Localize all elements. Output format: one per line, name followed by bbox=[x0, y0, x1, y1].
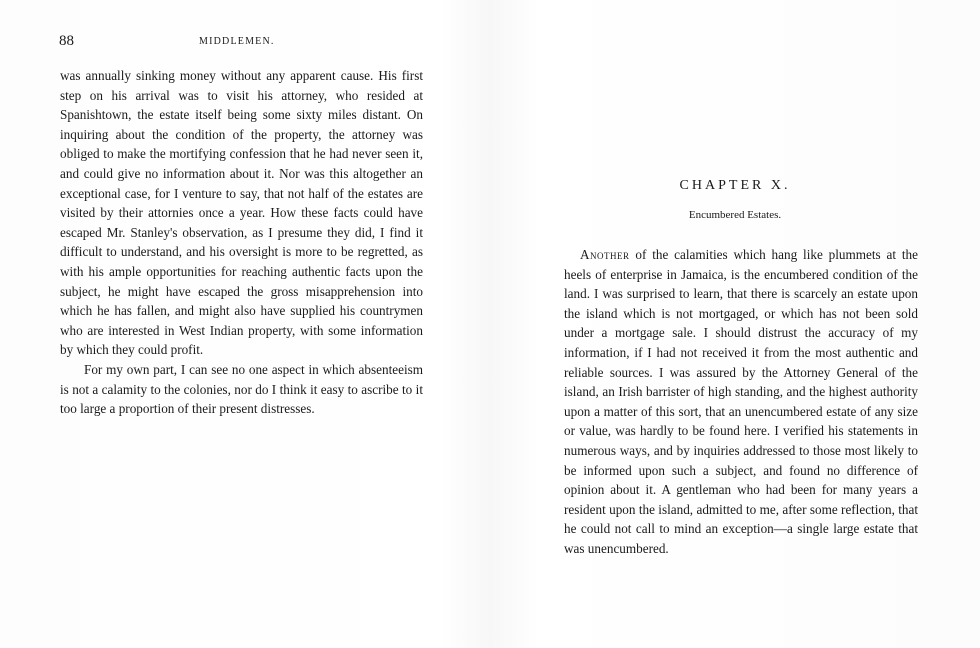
page-number: 88 bbox=[59, 33, 74, 49]
paragraph: For my own part, I can see no one aspect in which absenteeism is not a calamity to the colonies, nor do I think it easy to ascribe to it too large a proportion of their present distresses. bbox=[60, 361, 423, 417]
paragraph: was annually sinking money without any apparent cause. His first step on his arrival was to visit his attorney, who resided at Spanishtown, the estate itself being some sixty miles distant. On inquiring about the condition of the property, the attorney was obliged to make the mortifying confession that he had never seen it, and could give no information about it. Nor was this altogether an exceptional case, for I venture to say, that not half of the estates are visited by their attornies once a year. How these facts could have escaped Mr. Stanley's observation, as I presume they did, I find it difficult to understand, and his oversight is more to be regretted, as with his ample opportunities for reaching authentic facts upon the subject, he might have escaped the gross misapprehension into which he has fallen, and might also have supplied his countrymen who are interested in West Indian property, with some information by which they could profit. bbox=[60, 68, 423, 358]
chapter-title: CHAPTER X. bbox=[679, 178, 791, 193]
running-title: MIDDLEMEN. bbox=[199, 36, 275, 47]
running-head bbox=[59, 33, 419, 51]
paragraph-text: of the calamities which hang like plummets at the heels of enterprise in Jamaica, is the encumbered condition of the land. I was surprised to learn, that there is scarcely an estate upon the island which is not mortgaged, or which has not been sold under a mortgage sale. I should distrust the accuracy of my information, if I had not received it from the most authentic and reliable sources. I was assured by the Attorney General of the island, an Irish barrister of high standing, and the highest authority upon a matter of this sort, that an unencumbered estate of any size or value, was hardly to be found here. I verified his statements in numerous ways, and by inquiries addressed to those most likely to be informed upon such a subject, and found no difference of opinion about it. A gentleman who had been for many years a resident upon the island, admitted to me, after some reflection, that he could not call to mind an exception—a single large estate that was unencumbered. bbox=[564, 247, 918, 556]
chapter-subtitle: Encumbered Estates. bbox=[688, 209, 782, 221]
left-body-text bbox=[60, 66, 423, 419]
right-page bbox=[490, 0, 980, 648]
paragraph bbox=[564, 245, 918, 559]
drop-word: Another bbox=[580, 247, 630, 262]
right-body-text bbox=[564, 245, 918, 559]
